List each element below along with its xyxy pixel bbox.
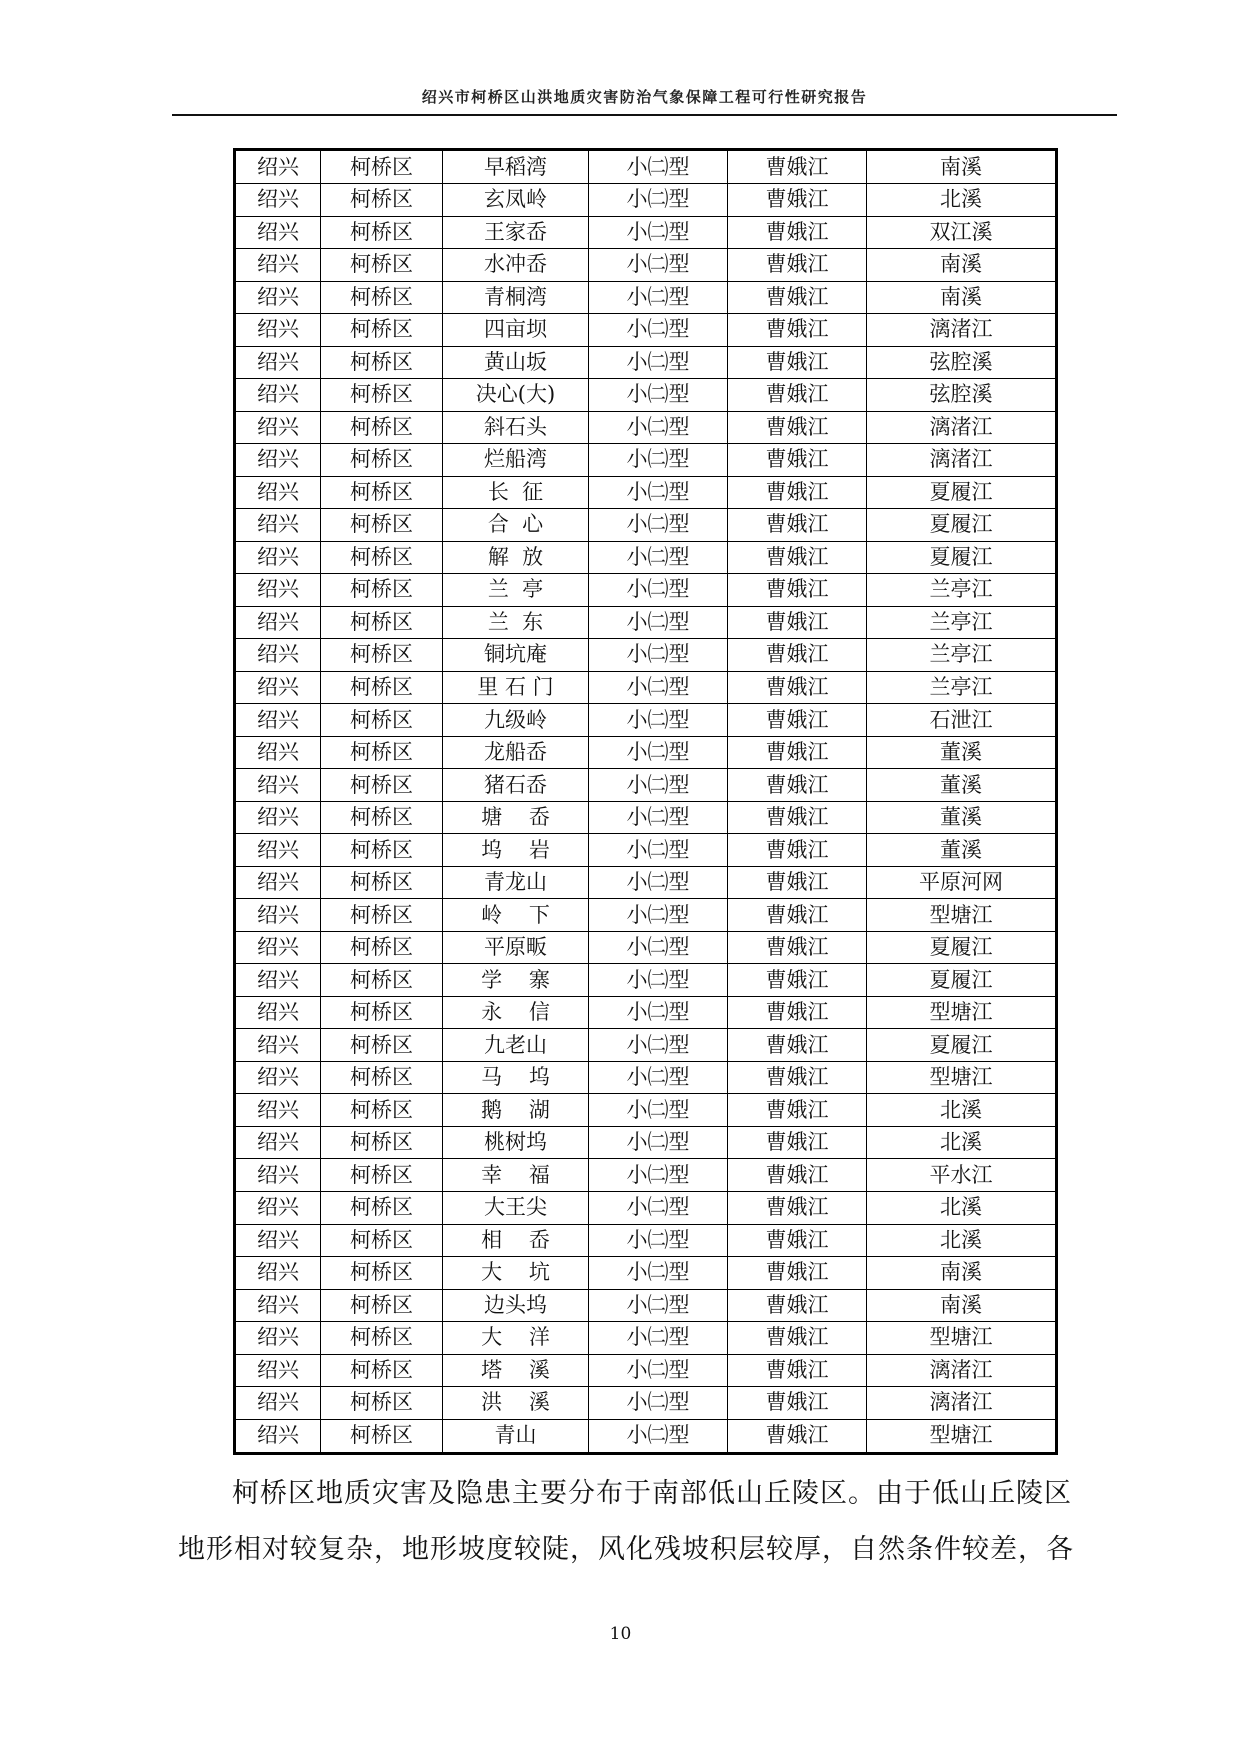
reservoir-name-cell: 大 洋 [443,1322,589,1355]
type-cell: 小㈡型 [589,184,728,217]
reservoir-name-cell: 四亩坝 [443,314,589,347]
type-cell: 小㈡型 [589,346,728,379]
river-cell: 型塘江 [867,1419,1057,1453]
river-cell: 南溪 [867,1289,1057,1322]
district-cell: 柯桥区 [321,834,443,867]
district-cell: 柯桥区 [321,1354,443,1387]
table-row [235,1419,1057,1453]
district-cell: 柯桥区 [321,639,443,672]
type-cell: 小㈡型 [589,834,728,867]
type-cell: 小㈡型 [589,541,728,574]
city-cell: 绍兴 [235,444,321,477]
type-cell: 小㈡型 [589,1419,728,1453]
table-row [235,379,1057,412]
city-cell: 绍兴 [235,639,321,672]
basin-cell: 曹娥江 [728,1191,867,1224]
basin-cell: 曹娥江 [728,216,867,249]
basin-cell: 曹娥江 [728,964,867,997]
basin-cell: 曹娥江 [728,1257,867,1290]
river-cell: 石泄江 [867,704,1057,737]
table-row [235,346,1057,379]
basin-cell: 曹娥江 [728,899,867,932]
table-row [235,184,1057,217]
type-cell: 小㈡型 [589,1224,728,1257]
table-row [235,801,1057,834]
river-cell: 漓渚江 [867,444,1057,477]
district-cell: 柯桥区 [321,801,443,834]
district-cell: 柯桥区 [321,1094,443,1127]
page-number: 10 [609,1624,632,1644]
river-cell: 北溪 [867,184,1057,217]
table-row [235,964,1057,997]
reservoir-name-cell: 边头坞 [443,1289,589,1322]
basin-cell: 曹娥江 [728,801,867,834]
table-row [235,834,1057,867]
river-cell: 弦腔溪 [867,346,1057,379]
district-cell: 柯桥区 [321,1191,443,1224]
city-cell: 绍兴 [235,769,321,802]
district-cell: 柯桥区 [321,216,443,249]
river-cell: 北溪 [867,1094,1057,1127]
reservoir-name-cell: 学 寨 [443,964,589,997]
river-cell: 夏履江 [867,964,1057,997]
table-row [235,866,1057,899]
city-cell: 绍兴 [235,1191,321,1224]
type-cell: 小㈡型 [589,379,728,412]
table-row [235,1322,1057,1355]
city-cell: 绍兴 [235,411,321,444]
table-row [235,1289,1057,1322]
type-cell: 小㈡型 [589,606,728,639]
reservoir-name-cell: 坞 岩 [443,834,589,867]
city-cell: 绍兴 [235,671,321,704]
table-row [235,476,1057,509]
city-cell: 绍兴 [235,899,321,932]
table-row [235,1354,1057,1387]
city-cell: 绍兴 [235,1289,321,1322]
type-cell: 小㈡型 [589,996,728,1029]
basin-cell: 曹娥江 [728,411,867,444]
district-cell: 柯桥区 [321,931,443,964]
type-cell: 小㈡型 [589,1387,728,1420]
district-cell: 柯桥区 [321,444,443,477]
reservoir-name-cell: 龙船岙 [443,736,589,769]
reservoir-name-cell: 玄凤岭 [443,184,589,217]
type-cell: 小㈡型 [589,801,728,834]
reservoir-name-cell: 斜石头 [443,411,589,444]
basin-cell: 曹娥江 [728,314,867,347]
reservoir-name-cell: 决心(大) [443,379,589,412]
table-row [235,574,1057,607]
basin-cell: 曹娥江 [728,1354,867,1387]
reservoir-name-cell: 合 心 [443,509,589,542]
table-row [235,996,1057,1029]
river-cell: 夏履江 [867,1029,1057,1062]
district-cell: 柯桥区 [321,541,443,574]
type-cell: 小㈡型 [589,736,728,769]
district-cell: 柯桥区 [321,346,443,379]
river-cell: 兰亭江 [867,639,1057,672]
basin-cell: 曹娥江 [728,574,867,607]
river-cell: 董溪 [867,801,1057,834]
city-cell: 绍兴 [235,964,321,997]
basin-cell: 曹娥江 [728,1322,867,1355]
city-cell: 绍兴 [235,931,321,964]
district-cell: 柯桥区 [321,606,443,639]
header-rule [172,114,1117,116]
city-cell: 绍兴 [235,1387,321,1420]
district-cell: 柯桥区 [321,964,443,997]
type-cell: 小㈡型 [589,150,728,184]
district-cell: 柯桥区 [321,704,443,737]
district-cell: 柯桥区 [321,184,443,217]
type-cell: 小㈡型 [589,1322,728,1355]
river-cell: 型塘江 [867,996,1057,1029]
city-cell: 绍兴 [235,1419,321,1453]
city-cell: 绍兴 [235,314,321,347]
type-cell: 小㈡型 [589,249,728,282]
river-cell: 漓渚江 [867,314,1057,347]
type-cell: 小㈡型 [589,1159,728,1192]
type-cell: 小㈡型 [589,216,728,249]
reservoir-name-cell: 洪 溪 [443,1387,589,1420]
river-cell: 型塘江 [867,1322,1057,1355]
river-cell: 董溪 [867,736,1057,769]
type-cell: 小㈡型 [589,1061,728,1094]
basin-cell: 曹娥江 [728,1224,867,1257]
city-cell: 绍兴 [235,1094,321,1127]
table-row [235,769,1057,802]
river-cell: 夏履江 [867,476,1057,509]
type-cell: 小㈡型 [589,411,728,444]
table-row [235,1224,1057,1257]
basin-cell: 曹娥江 [728,736,867,769]
type-cell: 小㈡型 [589,931,728,964]
reservoir-name-cell: 水冲岙 [443,249,589,282]
reservoir-name-cell: 马 坞 [443,1061,589,1094]
reservoir-name-cell: 岭 下 [443,899,589,932]
table-row [235,1094,1057,1127]
type-cell: 小㈡型 [589,281,728,314]
basin-cell: 曹娥江 [728,541,867,574]
city-cell: 绍兴 [235,1159,321,1192]
river-cell: 漓渚江 [867,1354,1057,1387]
reservoir-name-cell: 青龙山 [443,866,589,899]
city-cell: 绍兴 [235,834,321,867]
district-cell: 柯桥区 [321,411,443,444]
reservoir-name-cell: 九老山 [443,1029,589,1062]
district-cell: 柯桥区 [321,671,443,704]
district-cell: 柯桥区 [321,899,443,932]
table-body [235,150,1057,1454]
table-row [235,444,1057,477]
district-cell: 柯桥区 [321,1159,443,1192]
type-cell: 小㈡型 [589,671,728,704]
district-cell: 柯桥区 [321,1419,443,1453]
district-cell: 柯桥区 [321,1289,443,1322]
river-cell: 北溪 [867,1191,1057,1224]
district-cell: 柯桥区 [321,509,443,542]
city-cell: 绍兴 [235,476,321,509]
type-cell: 小㈡型 [589,509,728,542]
basin-cell: 曹娥江 [728,704,867,737]
type-cell: 小㈡型 [589,1029,728,1062]
table-row [235,1061,1057,1094]
table-row [235,1191,1057,1224]
district-cell: 柯桥区 [321,736,443,769]
basin-cell: 曹娥江 [728,249,867,282]
basin-cell: 曹娥江 [728,509,867,542]
river-cell: 董溪 [867,834,1057,867]
river-cell: 平原河网 [867,866,1057,899]
city-cell: 绍兴 [235,184,321,217]
reservoir-name-cell: 烂船湾 [443,444,589,477]
type-cell: 小㈡型 [589,704,728,737]
district-cell: 柯桥区 [321,281,443,314]
river-cell: 北溪 [867,1224,1057,1257]
river-cell: 南溪 [867,150,1057,184]
reservoir-name-cell: 塔 溪 [443,1354,589,1387]
basin-cell: 曹娥江 [728,379,867,412]
city-cell: 绍兴 [235,606,321,639]
type-cell: 小㈡型 [589,1289,728,1322]
type-cell: 小㈡型 [589,574,728,607]
river-cell: 兰亭江 [867,606,1057,639]
reservoir-name-cell: 鹅 湖 [443,1094,589,1127]
city-cell: 绍兴 [235,736,321,769]
type-cell: 小㈡型 [589,639,728,672]
reservoir-name-cell: 永 信 [443,996,589,1029]
reservoir-name-cell: 王家岙 [443,216,589,249]
reservoir-name-cell: 桃树坞 [443,1126,589,1159]
table-row [235,150,1057,184]
paragraph-line-2: 地形相对较复杂，地形坡度较陡，风化残坡积层较厚，自然条件较差，各 [178,1534,1074,1565]
type-cell: 小㈡型 [589,1126,728,1159]
city-cell: 绍兴 [235,346,321,379]
type-cell: 小㈡型 [589,1354,728,1387]
city-cell: 绍兴 [235,574,321,607]
river-cell: 双江溪 [867,216,1057,249]
reservoir-name-cell: 兰 亭 [443,574,589,607]
basin-cell: 曹娥江 [728,281,867,314]
city-cell: 绍兴 [235,704,321,737]
type-cell: 小㈡型 [589,1094,728,1127]
district-cell: 柯桥区 [321,1387,443,1420]
reservoir-name-cell: 黄山坂 [443,346,589,379]
reservoir-name-cell: 青山 [443,1419,589,1453]
reservoir-name-cell: 青桐湾 [443,281,589,314]
reservoir-name-cell: 猪石岙 [443,769,589,802]
table-row [235,1257,1057,1290]
table-row [235,314,1057,347]
district-cell: 柯桥区 [321,1322,443,1355]
table-row [235,509,1057,542]
table-row [235,1387,1057,1420]
city-cell: 绍兴 [235,1257,321,1290]
river-cell: 南溪 [867,281,1057,314]
table-row [235,1159,1057,1192]
river-cell: 南溪 [867,1257,1057,1290]
basin-cell: 曹娥江 [728,184,867,217]
city-cell: 绍兴 [235,1126,321,1159]
river-cell: 北溪 [867,1126,1057,1159]
city-cell: 绍兴 [235,541,321,574]
reservoir-name-cell: 大王尖 [443,1191,589,1224]
river-cell: 漓渚江 [867,1387,1057,1420]
reservoir-name-cell: 相 岙 [443,1224,589,1257]
basin-cell: 曹娥江 [728,671,867,704]
basin-cell: 曹娥江 [728,834,867,867]
basin-cell: 曹娥江 [728,1094,867,1127]
reservoir-name-cell: 铜坑庵 [443,639,589,672]
reservoir-name-cell: 塘 岙 [443,801,589,834]
body-paragraph [178,1466,1118,1578]
city-cell: 绍兴 [235,1224,321,1257]
table-row [235,639,1057,672]
river-cell: 弦腔溪 [867,379,1057,412]
basin-cell: 曹娥江 [728,1159,867,1192]
running-header: 绍兴市柯桥区山洪地质灾害防治气象保障工程可行性研究报告 [421,88,868,106]
reservoir-name-cell: 幸 福 [443,1159,589,1192]
reservoir-name-cell: 大 坑 [443,1257,589,1290]
table-row [235,411,1057,444]
city-cell: 绍兴 [235,379,321,412]
river-cell: 兰亭江 [867,574,1057,607]
city-cell: 绍兴 [235,996,321,1029]
basin-cell: 曹娥江 [728,346,867,379]
table-row [235,541,1057,574]
basin-cell: 曹娥江 [728,866,867,899]
river-cell: 兰亭江 [867,671,1057,704]
table-row [235,216,1057,249]
paragraph-line-1: 柯桥区地质灾害及隐患主要分布于南部低山丘陵区。由于低山丘陵区 [232,1478,1072,1509]
district-cell: 柯桥区 [321,1126,443,1159]
city-cell: 绍兴 [235,1354,321,1387]
type-cell: 小㈡型 [589,866,728,899]
river-cell: 夏履江 [867,541,1057,574]
basin-cell: 曹娥江 [728,1387,867,1420]
river-cell: 平水江 [867,1159,1057,1192]
district-cell: 柯桥区 [321,1029,443,1062]
table-row [235,1126,1057,1159]
basin-cell: 曹娥江 [728,444,867,477]
river-cell: 型塘江 [867,1061,1057,1094]
reservoir-name-cell: 解 放 [443,541,589,574]
reservoir-name-cell: 九级岭 [443,704,589,737]
type-cell: 小㈡型 [589,1191,728,1224]
district-cell: 柯桥区 [321,249,443,282]
type-cell: 小㈡型 [589,444,728,477]
district-cell: 柯桥区 [321,476,443,509]
district-cell: 柯桥区 [321,1257,443,1290]
table-row [235,671,1057,704]
river-cell: 漓渚江 [867,411,1057,444]
district-cell: 柯桥区 [321,150,443,184]
reservoir-name-cell: 长 征 [443,476,589,509]
district-cell: 柯桥区 [321,379,443,412]
city-cell: 绍兴 [235,249,321,282]
district-cell: 柯桥区 [321,574,443,607]
city-cell: 绍兴 [235,1322,321,1355]
basin-cell: 曹娥江 [728,1419,867,1453]
reservoir-table [233,148,1058,1455]
reservoir-name-cell: 平原畈 [443,931,589,964]
basin-cell: 曹娥江 [728,996,867,1029]
city-cell: 绍兴 [235,801,321,834]
district-cell: 柯桥区 [321,1061,443,1094]
table-row [235,736,1057,769]
basin-cell: 曹娥江 [728,606,867,639]
type-cell: 小㈡型 [589,899,728,932]
type-cell: 小㈡型 [589,314,728,347]
type-cell: 小㈡型 [589,964,728,997]
reservoir-name-cell: 早稻湾 [443,150,589,184]
city-cell: 绍兴 [235,1061,321,1094]
city-cell: 绍兴 [235,866,321,899]
river-cell: 型塘江 [867,899,1057,932]
basin-cell: 曹娥江 [728,639,867,672]
table-row [235,931,1057,964]
basin-cell: 曹娥江 [728,769,867,802]
city-cell: 绍兴 [235,150,321,184]
city-cell: 绍兴 [235,281,321,314]
river-cell: 夏履江 [867,931,1057,964]
district-cell: 柯桥区 [321,769,443,802]
type-cell: 小㈡型 [589,476,728,509]
basin-cell: 曹娥江 [728,931,867,964]
table-row [235,606,1057,639]
basin-cell: 曹娥江 [728,476,867,509]
city-cell: 绍兴 [235,509,321,542]
type-cell: 小㈡型 [589,1257,728,1290]
district-cell: 柯桥区 [321,1224,443,1257]
river-cell: 董溪 [867,769,1057,802]
table-row [235,281,1057,314]
reservoir-name-cell: 里 石 门 [443,671,589,704]
reservoir-name-cell: 兰 东 [443,606,589,639]
table-row [235,899,1057,932]
river-cell: 夏履江 [867,509,1057,542]
city-cell: 绍兴 [235,1029,321,1062]
basin-cell: 曹娥江 [728,1061,867,1094]
table-row [235,249,1057,282]
type-cell: 小㈡型 [589,769,728,802]
table-row [235,704,1057,737]
basin-cell: 曹娥江 [728,1289,867,1322]
river-cell: 南溪 [867,249,1057,282]
basin-cell: 曹娥江 [728,1029,867,1062]
district-cell: 柯桥区 [321,314,443,347]
basin-cell: 曹娥江 [728,150,867,184]
table-row [235,1029,1057,1062]
district-cell: 柯桥区 [321,866,443,899]
basin-cell: 曹娥江 [728,1126,867,1159]
city-cell: 绍兴 [235,216,321,249]
district-cell: 柯桥区 [321,996,443,1029]
